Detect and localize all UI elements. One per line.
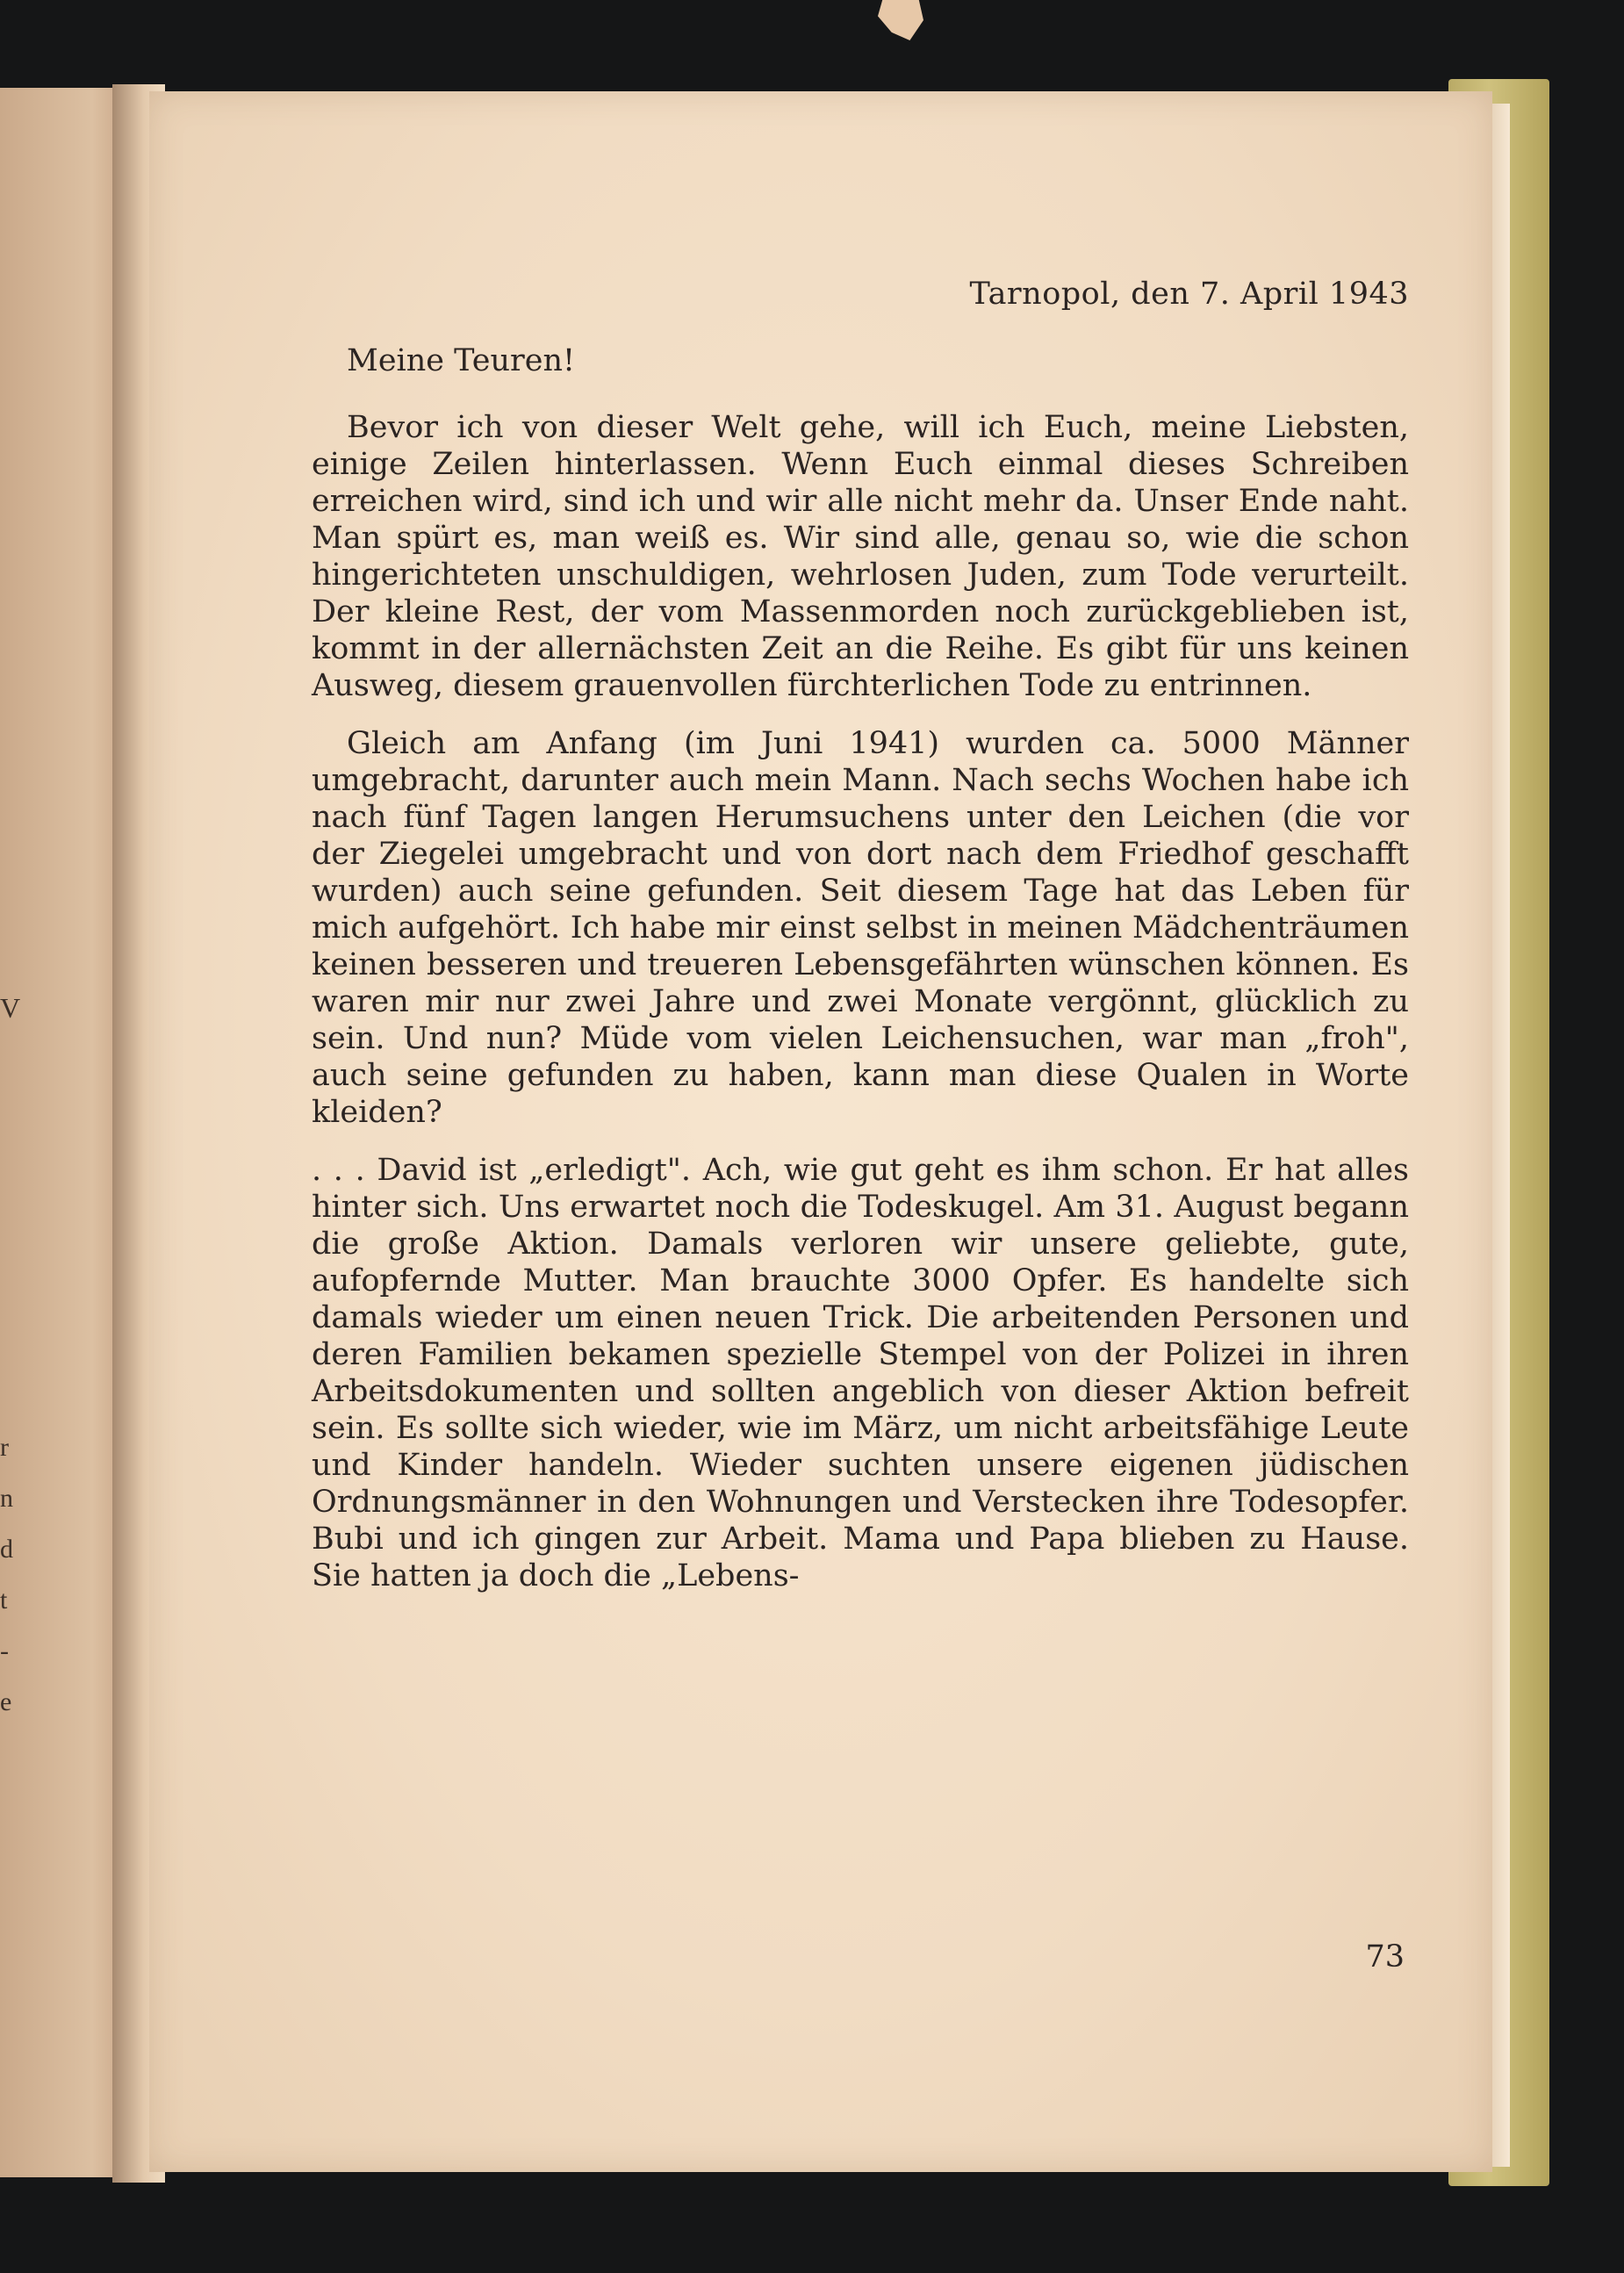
left-page-text-fragments [0,1422,21,1728]
torn-paper-corner [878,0,923,40]
left-fragment: n [0,1484,13,1513]
left-page-mark: V [0,992,21,1024]
letter-paragraph: . . . David ist „erledigt". Ach, wie gut geht es ihm schon. Er hat alles hinter sich. Uns erwartet noch die Todeskugel. Am 31. August begann die große Aktion. Damals verloren wir unsere geliebte, gute, aufopfernde Mutter. Man brauchte 3000 Opfer. Es handelte sich damals wieder um einen neuen Trick. Die arbeitenden Personen und deren Familien bekamen spezielle Stempel von der Polizei in ihren Arbeitsdokumenten und sollten angeblich von dieser Aktion befreit sein. Es sollte sich wieder, wie im März, um nicht arbeitsfähige Leute und Kinder handeln. Wieder suchten unsere eigenen jüdischen Ordnungsmänner in den Wohnungen und Verstecken ihre Todesopfer. Bubi und ich gingen zur Arbeit. Mama und Papa blieben zu Hause. Sie hatten ja doch die „Lebens- [312,1153,1409,1593]
letter-dateline: Tarnopol, den 7. April 1943 [969,277,1409,312]
left-fragment: d [0,1535,13,1564]
letter-salutation: Meine Teuren! [347,343,576,378]
left-fragment: t [0,1586,8,1615]
letter-paragraph: Bevor ich von dieser Welt gehe, will ich Euch, meine Liebsten, einige Zeilen hinterlassen. Wenn Euch einmal dieses Schreiben erreichen wird, sind ich und wir alle nicht mehr da. Unser Ende naht. Man spürt es, man weiß es. Wir sind alle, genau so, wie die schon hingerichteten unschuldigen, wehrlosen Juden, zum Tode verurteilt. Der kleine Rest, der vom Massenmorden noch zurückgeblieben ist, kommt in der allernächsten Zeit an die Reihe. Es gibt für uns keinen Ausweg, diesem grauenvollen fürchterlichen Tode zu entrinnen. [312,410,1409,703]
book-page [149,91,1492,2172]
letter-body [312,276,1409,1615]
page-number: 73 [1365,1939,1405,1974]
letter-paragraph: Gleich am Anfang (im Juni 1941) wurden ca. 5000 Männer umgebracht, darunter auch mein Mann. Nach sechs Wochen habe ich nach fünf Tagen langen Herumsuchens unter den Leichen (die vor der Ziegelei umgebracht und von dort nach dem Friedhof geschafft wurden) auch seine gefunden. Seit diesem Tage hat das Leben für mich aufgehört. Ich habe mir einst selbst in meinen Mädchenträumen keinen besseren und treueren Lebensgefährten wünschen können. Es waren mir nur zwei Jahre und zwei Monate vergönnt, glücklich zu sein. Und nun? Müde vom vielen Leichensuchen, war man „froh", auch seine gefunden zu haben, kann man diese Qualen in Worte kleiden? [312,726,1409,1130]
page-edge [1491,104,1510,2167]
left-fragment: - [0,1636,9,1665]
left-fragment: r [0,1433,9,1462]
left-fragment: e [0,1687,12,1716]
